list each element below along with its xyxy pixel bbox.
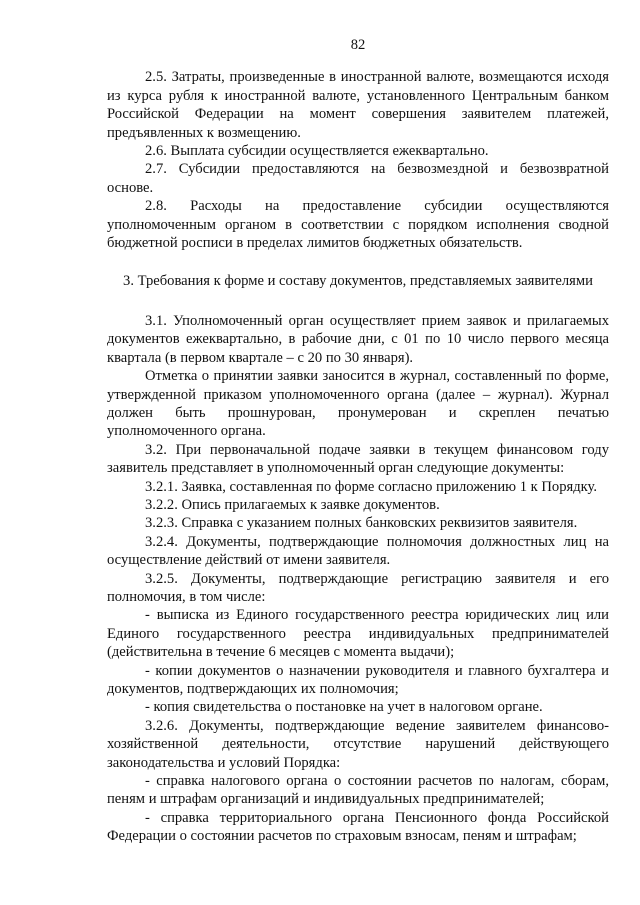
document-page	[107, 36, 609, 846]
paragraph-3-2-3: 3.2.3. Справка с указанием полных банковских реквизитов заявителя.	[145, 515, 578, 532]
paragraph-2-8: 2.8. Расходы на предоставление субсидии осуществляются уполномоченным органом в соответствии с порядком исполнения сводной бюджетной росписи в пределах лимитов бюджетных обязательств.	[107, 198, 609, 252]
list-item-appointment-copies: - копии документов о назначении руководителя и главного бухгалтера и документов, подтверждающих их полномочия;	[107, 662, 609, 697]
paragraph-2-5: 2.5. Затраты, произведенные в иностранной валюте, возмещаются исходя из курса рубля к иностранной валюте, установленного Центральным банком Российской Федерации на момент совершения заявителем платежей, предъявленных к возмещению.	[107, 69, 609, 141]
paragraph-3-2-1: 3.2.1. Заявка, составленная по форме согласно приложению 1 к Порядку.	[145, 478, 598, 495]
paragraph-3-1: 3.1. Уполномоченный орган осуществляет прием заявок и прилагаемых документов ежеквартально, в рабочие дни, с 01 по 10 число первого месяца квартала (в первом квартале – с 20 по 30 января).	[107, 312, 609, 366]
paragraph-3-2-5: 3.2.5. Документы, подтверждающие регистрацию заявителя и его полномочия, в том числе:	[107, 570, 609, 605]
paragraph-3-2-4: 3.2.4. Документы, подтверждающие полномочия должностных лиц на осуществление действий от имени заявителя.	[107, 533, 609, 569]
list-item-pension-fund-certificate: - справка территориального органа Пенсионного фонда Российской Федерации о состоянии расчетов по страховым взносам, пеням и штрафам;	[107, 809, 609, 845]
list-item-egrul-extract: - выписка из Единого государственного реестра юридических лиц или Единого государственного реестра индивидуальных предпринимателей (действительна в течение 6 месяцев с момента выдачи);	[107, 607, 609, 661]
paragraph-3-2: 3.2. При первоначальной подаче заявки в текущем финансовом году заявитель представляет в уполномоченный орган следующие документы:	[107, 441, 609, 477]
list-item-tax-registration-copy: - копия свидетельства о постановке на учет в налоговом органе.	[145, 699, 543, 716]
paragraph-journal-note: Отметка о принятии заявки заносится в журнал, составленный по форме, утвержденной приказом уполномоченного органа (далее – журнал). Журнал должен быть прошнурован, пронумерован и скреплен печатью уполномоченного органа.	[107, 368, 609, 440]
page-number: 82	[350, 37, 366, 53]
paragraph-3-2-2: 3.2.2. Опись прилагаемых к заявке документов.	[145, 496, 440, 513]
paragraph-2-7: 2.7. Субсидии предоставляются на безвозмездной и безвозвратной основе.	[107, 161, 609, 196]
paragraph-3-2-6: 3.2.6. Документы, подтверждающие ведение заявителем финансово-хозяйственной деятельности, отсутствие нарушений действующего законодательства и условий Порядка:	[107, 717, 609, 771]
paragraph-2-6: 2.6. Выплата субсидии осуществляется ежеквартально.	[145, 143, 489, 160]
section-heading: 3. Требования к форме и составу документов, представляемых заявителями	[123, 273, 593, 290]
list-item-tax-certificate: - справка налогового органа о состоянии расчетов по налогам, сборам, пеням и штрафам организаций и индивидуальных предпринимателей;	[107, 773, 609, 808]
